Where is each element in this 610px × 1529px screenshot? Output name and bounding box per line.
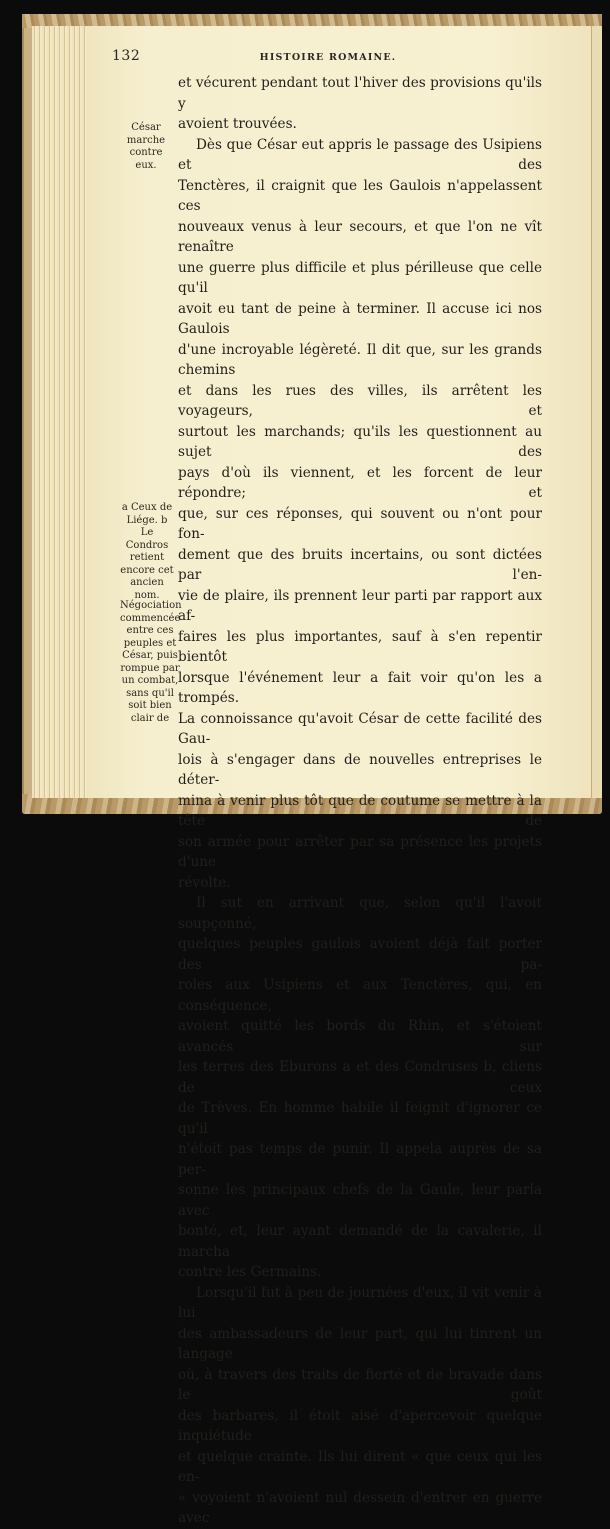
text-line: que, sur ces réponses, qui souvent ou n'ont pour fon- <box>178 505 542 542</box>
text-line: sonne les principaux chefs de la Gaule, leur parla avec <box>178 1182 542 1219</box>
facing-page-edge <box>591 26 602 798</box>
running-head: HISTOIRE ROMAINE. <box>259 52 397 63</box>
text-line: des barbares, il étoit aisé d'apercevoir quelque inquiétude <box>178 1407 542 1444</box>
margin-note: a Ceux de Liége. b Le Condros retient encore cet ancien nom. <box>120 502 174 601</box>
text-line: dement que des bruits incertains, ou sont dictées par l'en- <box>178 546 542 583</box>
text-line: son armée pour arrêter par sa présence les projets d'une <box>178 833 542 870</box>
text-line: une guerre plus difficile et plus périlleuse que celle qu'il <box>178 259 542 296</box>
text-line: Dès que César eut appris le passage des Usipiens et des <box>178 136 542 173</box>
text-line: des ambassadeurs de leur part, qui lui tinrent un langage <box>178 1325 542 1362</box>
text-line: n'étoit pas temps de punir. Il appela auprès de sa per- <box>178 1141 542 1178</box>
body-text <box>178 73 542 1529</box>
text-line: lois à s'engager dans de nouvelles entreprises le déter- <box>178 751 542 788</box>
text-line: pays d'où ils viennent, et les forcent de leur répondre; et <box>178 464 542 501</box>
page-edges <box>32 26 89 798</box>
text-line: avoit eu tant de peine à terminer. Il accuse ici nos Gaulois <box>178 300 542 337</box>
text-line: révolte. <box>178 874 231 891</box>
text-line: contre les Germains. <box>178 1264 322 1280</box>
page-number: 132 <box>112 48 141 64</box>
page-header <box>112 48 544 74</box>
text-line: nouveaux venus à leur secours, et que l'on ne vît renaître <box>178 218 542 255</box>
text-line: avoient quitté les bords du Rhin, et s'étoient avancés sur <box>178 1018 542 1055</box>
text-line: lorsque l'événement leur a fait voir qu'on les a trompés. <box>178 669 542 706</box>
text-line: bonté, et, leur ayant demandé de la cavalerie, il marcha <box>178 1223 542 1260</box>
margin-note: César marche contre eux. <box>126 122 166 171</box>
text-line: avoient trouvées. <box>178 116 297 132</box>
text-line: Lorsqu'il fut à peu de journées d'eux, il vit venir à lui <box>178 1284 542 1321</box>
text-line: mina à venir plus tôt que de coutume se mettre à la tête de <box>178 792 542 829</box>
text-line: surtout les marchands; qu'ils les questionnent au sujet des <box>178 423 542 460</box>
text-line: La connoissance qu'avoit César de cette facilité des Gau- <box>178 710 542 747</box>
text-line: Tenctères, il craignit que les Gaulois n'appelassent ces <box>178 177 542 214</box>
text-line: « voyoient n'avoient nul dessein d'entrer en guerre avec <box>178 1489 542 1526</box>
text-line: faires les plus importantes, sauf à s'en repentir bientôt <box>178 628 542 665</box>
text-line: où, à travers des traits de fierté et de bravade dans le goût <box>178 1366 542 1403</box>
text-line: d'une incroyable légèreté. Il dit que, sur les grands chemins <box>178 341 542 378</box>
text-line: quelques peuples gaulois avoient déjà fait porter des pa- <box>178 936 542 973</box>
text-line: de Trèves. En homme habile il feignit d'ignorer ce qu'il <box>178 1100 542 1137</box>
text-line: et vécurent pendant tout l'hiver des provisions qu'ils y <box>178 75 542 112</box>
text-line: et quelque crainte. Ils lui dirent « que ceux qui les en- <box>178 1448 542 1485</box>
text-line: les terres des Eburons a et des Condruses b, cliens de ceux <box>178 1059 542 1096</box>
text-line: roles aux Usipiens et aux Tenctères, qui, en conséquence, <box>178 977 542 1014</box>
text-line: Il sut en arrivant que, selon qu'il l'avoit soupçonné, <box>178 895 542 932</box>
text-line: et dans les rues des villes, ils arrêtent les voyageurs, et <box>178 382 542 419</box>
margin-note: Négociation commencée entre ces peuples et César, puis rompue par un combat, sans qu'il soit bien clair de <box>120 600 182 724</box>
text-line: vie de plaire, ils prennent leur parti par rapport aux af- <box>178 587 542 624</box>
